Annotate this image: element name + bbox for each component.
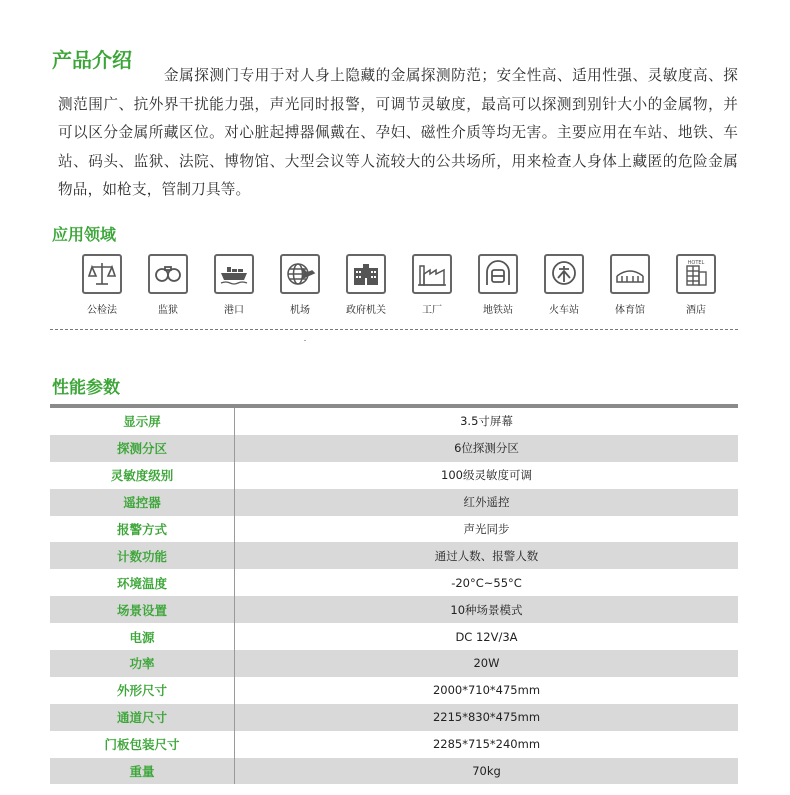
spec-key: 功率 <box>50 650 235 677</box>
spec-value: 红外遥控 <box>235 489 739 516</box>
application-label: 政府机关 <box>346 305 386 316</box>
factory-icon <box>412 254 452 294</box>
spec-value: DC 12V/3A <box>235 623 739 650</box>
spec-value: 70kg <box>235 758 739 785</box>
spec-key: 重量 <box>50 758 235 785</box>
application-label: 机场 <box>290 305 310 316</box>
subway-icon <box>478 254 518 294</box>
spec-value: 声光同步 <box>235 516 739 543</box>
spec-value: 通过人数、报警人数 <box>235 542 739 569</box>
spec-value: 20W <box>235 650 739 677</box>
divider-dot <box>304 340 306 341</box>
application-item <box>534 254 594 316</box>
stadium-icon <box>610 254 650 294</box>
specs-table <box>50 404 738 784</box>
section-divider <box>50 329 738 330</box>
application-label: 火车站 <box>549 305 579 316</box>
spec-key: 显示屏 <box>50 406 235 435</box>
spec-value: 100级灵敏度可调 <box>235 462 739 489</box>
spec-key: 计数功能 <box>50 542 235 569</box>
table-row <box>50 623 738 650</box>
spec-key: 探测分区 <box>50 435 235 462</box>
application-item <box>270 254 330 316</box>
table-row <box>50 650 738 677</box>
table-row <box>50 569 738 596</box>
spec-key: 环境温度 <box>50 569 235 596</box>
applications-icon-row <box>72 254 722 324</box>
application-label: 体育馆 <box>615 305 645 316</box>
spec-value: 2285*715*240mm <box>235 731 739 758</box>
ship-icon <box>214 254 254 294</box>
table-row <box>50 731 738 758</box>
spec-key: 电源 <box>50 623 235 650</box>
table-row <box>50 516 738 543</box>
spec-value: 10种场景模式 <box>235 596 739 623</box>
application-item <box>204 254 264 316</box>
handcuffs-icon <box>148 254 188 294</box>
table-row <box>50 704 738 731</box>
table-row <box>50 435 738 462</box>
applications-title: 应用领域 <box>52 225 117 244</box>
table-row <box>50 462 738 489</box>
table-row <box>50 406 738 435</box>
spec-value: 2215*830*475mm <box>235 704 739 731</box>
spec-key: 通道尺寸 <box>50 704 235 731</box>
spec-key: 门板包装尺寸 <box>50 731 235 758</box>
spec-value: 2000*710*475mm <box>235 677 739 704</box>
application-item <box>600 254 660 316</box>
table-row <box>50 489 738 516</box>
spec-key: 外形尺寸 <box>50 677 235 704</box>
spec-value: 6位探测分区 <box>235 435 739 462</box>
spec-value: 3.5寸屏幕 <box>235 406 739 435</box>
government-building-icon <box>346 254 386 294</box>
spec-key: 灵敏度级别 <box>50 462 235 489</box>
table-row <box>50 677 738 704</box>
globe-plane-icon <box>280 254 320 294</box>
application-label: 地铁站 <box>483 305 513 316</box>
application-label: 公检法 <box>87 305 117 316</box>
application-label: 工厂 <box>422 305 442 316</box>
application-label: 监狱 <box>158 305 178 316</box>
intro-title: 产品介绍 <box>52 48 132 72</box>
application-label: 酒店 <box>686 305 706 316</box>
spec-key: 报警方式 <box>50 516 235 543</box>
spec-key: 场景设置 <box>50 596 235 623</box>
application-item <box>468 254 528 316</box>
hotel-sign: HOTEL <box>687 260 705 266</box>
application-item <box>138 254 198 316</box>
application-item <box>666 254 726 316</box>
application-item <box>336 254 396 316</box>
scales-icon <box>82 254 122 294</box>
application-label: 港口 <box>224 305 244 316</box>
hotel-icon <box>676 254 716 294</box>
spec-value: -20°C~55°C <box>235 569 739 596</box>
intro-paragraph: 金属探测门专用于对人身上隐藏的金属探测防范；安全性高、适用性强、灵敏度高、探测范围广、抗外界干扰能力强，声光同时报警，可调节灵敏度，最高可以探测到别针大小的金属物，并可以区分金属所藏区位。对心脏起搏器佩戴在、孕妇、磁性介质等均无害。主要应用在车站、地铁、车站、码头、监狱、法院、博物馆、大型会议等人流较大的公共场所，用来检查人身体上藏匿的危险金属物品，如枪支，管制刀具等。 <box>58 67 738 199</box>
table-row <box>50 542 738 569</box>
table-row <box>50 758 738 785</box>
specs-title: 性能参数 <box>52 378 120 398</box>
table-row <box>50 596 738 623</box>
spec-key: 遥控器 <box>50 489 235 516</box>
train-station-icon <box>544 254 584 294</box>
application-item <box>402 254 462 316</box>
application-item <box>72 254 132 316</box>
